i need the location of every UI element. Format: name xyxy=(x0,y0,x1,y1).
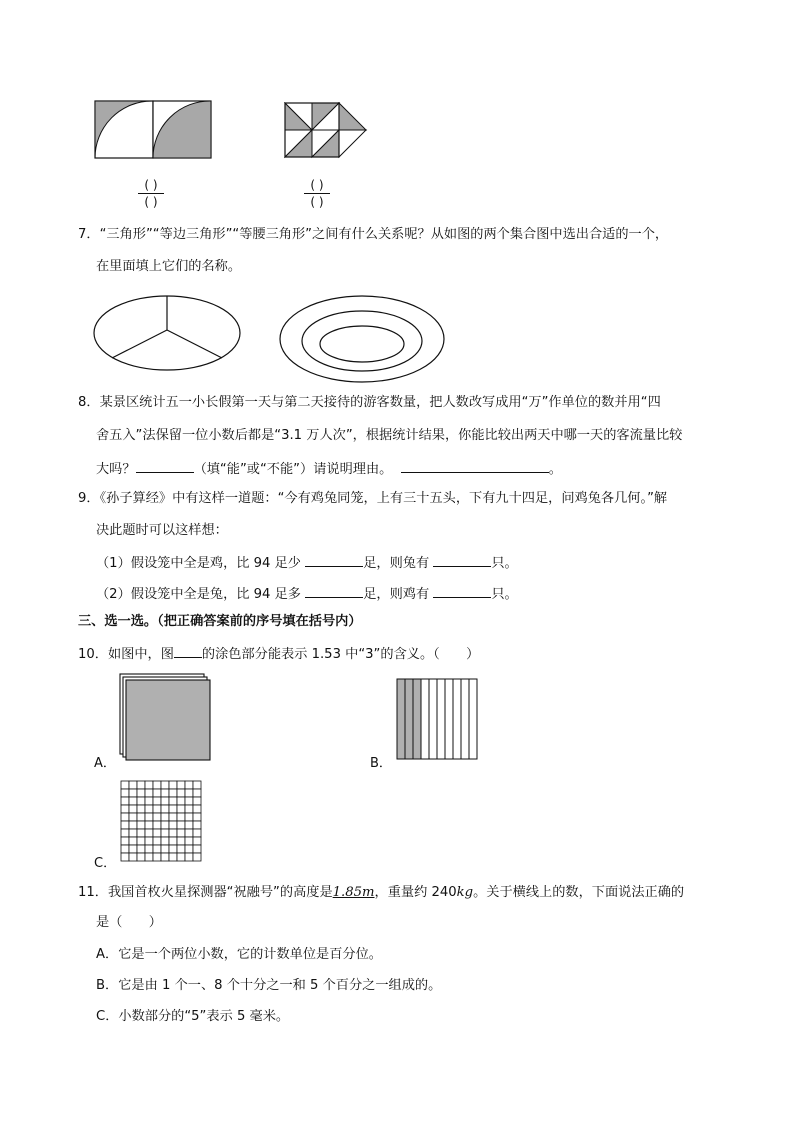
grid-cell xyxy=(185,797,193,805)
grid-cell xyxy=(185,821,193,829)
q11-height-value: 1.85m xyxy=(332,885,375,900)
grid-cell xyxy=(153,853,161,861)
grid-cell xyxy=(121,781,129,789)
grid-cell xyxy=(121,797,129,805)
grid-cell xyxy=(161,853,169,861)
grid-cell xyxy=(185,829,193,837)
grid-cell xyxy=(121,837,129,845)
q11-text: 11．我国首枚火星探测器“祝融号”的高度是 xyxy=(78,885,333,900)
q9-sub-2 xyxy=(96,583,518,604)
grid-cell xyxy=(169,789,177,797)
grid-cell xyxy=(161,789,169,797)
grid-cell xyxy=(153,797,161,805)
q9-sub2-text: 只。 xyxy=(491,587,518,602)
q8-answer-blank[interactable] xyxy=(136,458,194,473)
grid-cell xyxy=(185,837,193,845)
grid-cell xyxy=(169,813,177,821)
q10-option-b[interactable]: B． xyxy=(370,756,392,771)
grid-cell xyxy=(137,797,145,805)
q8-line-3 xyxy=(96,458,562,479)
grid-cell xyxy=(193,805,201,813)
fraction-bar xyxy=(138,193,164,194)
q10-option-a[interactable]: A． xyxy=(94,756,116,771)
q10-figure-c-grid xyxy=(120,780,202,862)
grid-cell xyxy=(137,813,145,821)
grid-cell xyxy=(193,813,201,821)
grid-cell xyxy=(177,789,185,797)
q11-text: 。关于横线上的数，下面说法正确的 xyxy=(473,885,685,900)
grid-cell xyxy=(169,853,177,861)
q8-line-1: 8．某景区统计五一小长假第一天与第二天接待的游客数量，把人数改写成用“万”作单位的数并用“四 xyxy=(78,395,661,410)
grid-cell xyxy=(185,813,193,821)
q8-text: 大吗？ xyxy=(96,462,136,477)
grid-cell xyxy=(129,797,137,805)
strip xyxy=(413,679,421,759)
grid-cell xyxy=(177,845,185,853)
grid-cell xyxy=(185,789,193,797)
grid-cell xyxy=(129,821,137,829)
grid-cell xyxy=(177,805,185,813)
grid-cell xyxy=(121,829,129,837)
grid-cell xyxy=(169,837,177,845)
grid-cell xyxy=(169,829,177,837)
grid-cell xyxy=(185,781,193,789)
q9-sub-1 xyxy=(96,552,518,573)
grid-cell xyxy=(145,821,153,829)
q6-fraction-b-numerator[interactable]: ( ) xyxy=(310,178,324,192)
grid-cell xyxy=(145,797,153,805)
grid-cell xyxy=(169,821,177,829)
grid-cell xyxy=(177,829,185,837)
q11-option-a[interactable]: A．它是一个两位小数，它的计数单位是百分位。 xyxy=(96,947,382,962)
section-3-title: 三、选一选。（把正确答案前的序号填在括号内） xyxy=(78,614,362,629)
q9-sub1-text: 只。 xyxy=(491,556,518,571)
q7-venn-nested xyxy=(278,294,446,384)
q6-fraction-a-denominator[interactable]: ( ) xyxy=(144,195,158,209)
q10-blank[interactable] xyxy=(174,643,202,658)
q11-option-b[interactable]: B．它是由 1 个一、8 个十分之一和 5 个百分之一组成的。 xyxy=(96,978,442,993)
q8-reason-blank[interactable] xyxy=(401,458,549,473)
q6-fraction-a xyxy=(136,178,166,209)
q9-sub2-text: （2）假设笼中全是兔，比 94 足多 xyxy=(96,587,301,602)
q8-text: （填“能”或“不能”）请说明理由。 xyxy=(193,462,393,477)
grid-cell xyxy=(193,845,201,853)
strip xyxy=(437,679,445,759)
q9-sub1-text: （1）假设笼中全是鸡，比 94 足少 xyxy=(96,556,301,571)
grid-cell xyxy=(177,781,185,789)
grid-cell xyxy=(185,845,193,853)
grid-cell xyxy=(177,853,185,861)
grid-cell xyxy=(161,837,169,845)
grid-cell xyxy=(193,789,201,797)
grid-cell xyxy=(137,829,145,837)
q9-line-1: 9．《孙子算经》中有这样一道题：“今有鸡兔同笼，上有三十五头，下有九十四足，问鸡兔各几何。”解 xyxy=(78,491,668,506)
grid-cell xyxy=(137,821,145,829)
q11-line-1 xyxy=(78,884,684,902)
strip xyxy=(429,679,437,759)
grid-cell xyxy=(153,789,161,797)
grid-cell xyxy=(193,821,201,829)
strip xyxy=(421,679,429,759)
q9-sub1-blank-rabbits[interactable] xyxy=(433,552,491,567)
grid-cell xyxy=(161,797,169,805)
q6-fraction-b-denominator[interactable]: ( ) xyxy=(310,195,324,209)
grid-cell xyxy=(145,805,153,813)
grid-cell xyxy=(193,781,201,789)
grid-cell xyxy=(153,805,161,813)
grid-cell xyxy=(145,781,153,789)
grid-cell xyxy=(161,781,169,789)
q9-sub2-blank-feet[interactable] xyxy=(305,583,363,598)
strip xyxy=(445,679,453,759)
grid-cell xyxy=(193,837,201,845)
grid-cell xyxy=(153,837,161,845)
grid-cell xyxy=(145,853,153,861)
grid-cell xyxy=(137,789,145,797)
grid-cell xyxy=(193,829,201,837)
strip xyxy=(397,679,405,759)
grid-cell xyxy=(129,781,137,789)
q9-sub2-text: 足，则鸡有 xyxy=(363,587,430,602)
grid-cell xyxy=(177,797,185,805)
q10-text: 的涂色部分能表示 1.53 中“3”的含义。（ ） xyxy=(201,647,480,662)
strip xyxy=(469,679,477,759)
grid-cell xyxy=(161,821,169,829)
grid-cell xyxy=(193,853,201,861)
grid-cell xyxy=(153,829,161,837)
q9-sub2-blank-chickens[interactable] xyxy=(433,583,491,598)
grid-cell xyxy=(121,789,129,797)
q11-line-2: 是（ ） xyxy=(96,915,162,930)
grid-cell xyxy=(121,805,129,813)
grid-cell xyxy=(129,845,137,853)
q9-sub1-text: 足，则兔有 xyxy=(363,556,430,571)
grid-cell xyxy=(193,797,201,805)
grid-cell xyxy=(153,813,161,821)
q9-line-2: 决此题时可以这样想： xyxy=(96,523,228,538)
q6-fraction-b xyxy=(302,178,332,209)
q10-text: 10．如图中，图 xyxy=(78,647,174,662)
q7-venn-three-sector xyxy=(92,294,242,372)
q6-figure-star-square xyxy=(284,102,374,160)
grid-cell xyxy=(169,845,177,853)
grid-cell xyxy=(161,845,169,853)
grid-cell xyxy=(153,845,161,853)
q6-figure-semicircles xyxy=(94,100,212,160)
q6-fraction-a-numerator[interactable]: ( ) xyxy=(144,178,158,192)
q8-line-2: 舍五入”法保留一位小数后都是“3.1 万人次”，根据统计结果，你能比较出两天中哪一天的客流量比较 xyxy=(96,428,683,443)
q11-option-c[interactable]: C．小数部分的“5”表示 5 毫米。 xyxy=(96,1009,290,1024)
grid-cell xyxy=(161,813,169,821)
grid-cell xyxy=(129,829,137,837)
grid-cell xyxy=(177,813,185,821)
grid-cell xyxy=(129,805,137,813)
grid-cell xyxy=(129,837,137,845)
q7-line-2: 在里面填上它们的名称。 xyxy=(96,259,242,274)
grid-cell xyxy=(137,853,145,861)
grid-cell xyxy=(145,813,153,821)
q7-line-1: 7．“三角形”“等边三角形”“等腰三角形”之间有什么关系呢？从如图的两个集合图中选出合适的一个， xyxy=(78,227,669,242)
grid-cell xyxy=(153,821,161,829)
strip xyxy=(453,679,461,759)
grid-cell xyxy=(121,813,129,821)
grid-cell xyxy=(161,805,169,813)
q10-figure-b-strips xyxy=(396,678,478,760)
grid-cell xyxy=(161,829,169,837)
q10-line xyxy=(78,643,479,664)
grid-cell xyxy=(177,821,185,829)
q11-text: ，重量约 240 xyxy=(374,885,457,900)
grid-cell xyxy=(145,829,153,837)
grid-cell xyxy=(169,781,177,789)
grid-cell xyxy=(121,845,129,853)
q8-text: 。 xyxy=(548,462,562,477)
grid-cell xyxy=(185,805,193,813)
grid-cell xyxy=(137,837,145,845)
grid-cell xyxy=(145,789,153,797)
grid-cell xyxy=(129,813,137,821)
grid-cell xyxy=(145,845,153,853)
grid-cell xyxy=(121,853,129,861)
grid-cell xyxy=(153,781,161,789)
grid-cell xyxy=(137,781,145,789)
grid-cell xyxy=(185,853,193,861)
grid-cell xyxy=(169,797,177,805)
q10-option-c[interactable]: C． xyxy=(94,856,117,871)
q9-sub1-blank-feet[interactable] xyxy=(305,552,363,567)
strip xyxy=(461,679,469,759)
grid-cell xyxy=(169,805,177,813)
grid-cell xyxy=(129,789,137,797)
grid-cell xyxy=(145,837,153,845)
q10-figure-a-stacked-squares xyxy=(118,672,212,762)
fraction-bar xyxy=(304,193,330,194)
grid-cell xyxy=(121,821,129,829)
grid-cell xyxy=(177,837,185,845)
grid-cell xyxy=(137,845,145,853)
q11-kg-unit: kg xyxy=(456,885,474,900)
grid-cell xyxy=(137,805,145,813)
grid-cell xyxy=(129,853,137,861)
strip xyxy=(405,679,413,759)
